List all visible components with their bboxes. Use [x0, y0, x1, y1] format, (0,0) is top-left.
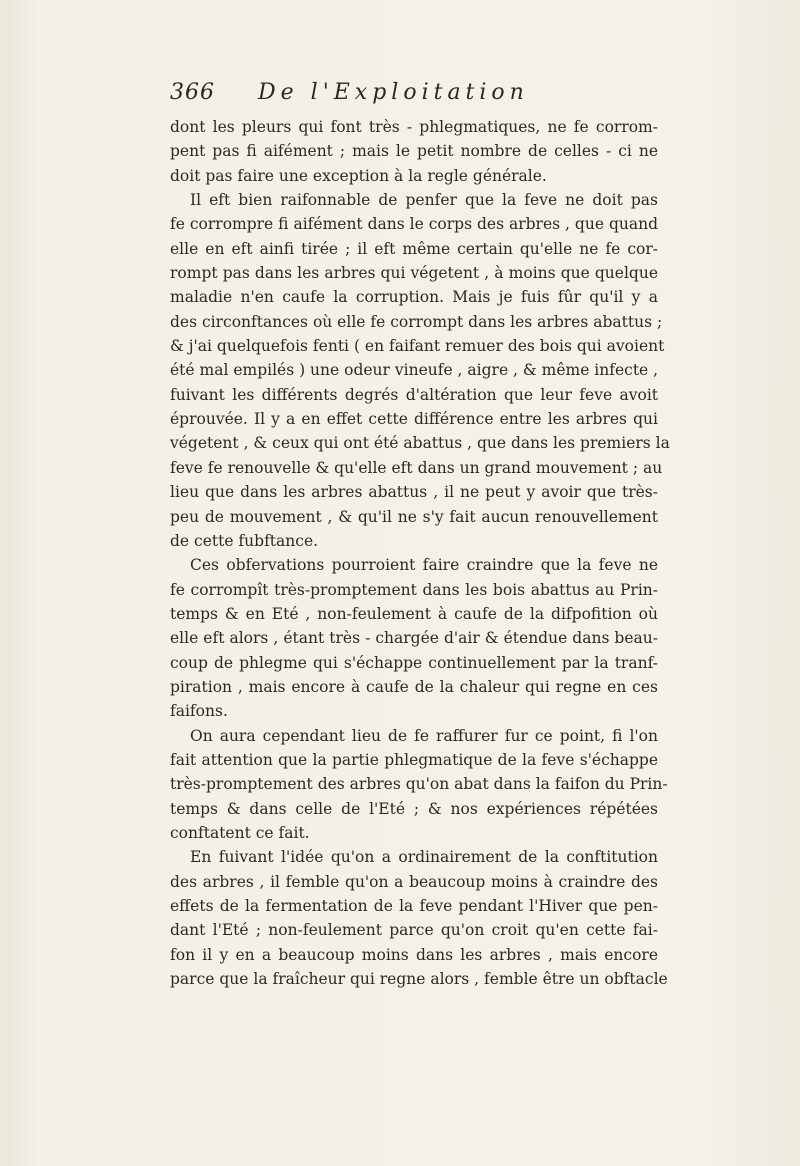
text-line: feve fe renouvelle & qu'elle eft dans un grand mouvement ; au — [170, 458, 663, 477]
text-line: végetent , & ceux qui ont été abattus , que dans les premiers la — [170, 434, 670, 453]
page-number: 366 — [170, 80, 215, 105]
page-header — [170, 80, 660, 114]
text-line: de cette fubftance. — [170, 531, 319, 550]
text-line: Il eft bien raifonnable de penfer que la feve ne doit pas — [190, 191, 658, 210]
text-line: temps & dans celle de l'Eté ; & nos expériences répétées — [170, 799, 658, 818]
text-line: coup de phlegme qui s'échappe continuellement par la tranf- — [170, 653, 658, 672]
text-line: elle en eft ainfi tirée ; il eft même certain qu'elle ne fe cor- — [170, 239, 658, 258]
text-line: fait attention que la partie phlegmatique de la feve s'échappe — [170, 750, 658, 769]
text-line: maladie n'en caufe la corruption. Mais je fuis fûr qu'il y a — [170, 288, 658, 307]
text-line: fuivant les différents degrés d'altération que leur feve avoit — [170, 385, 658, 404]
text-line: parce que la fraîcheur qui regne alors , femble être un obftacle — [170, 970, 668, 989]
text-line: dant l'Eté ; non-feulement parce qu'on croit qu'en cette fai- — [170, 921, 658, 940]
text-line: dont les pleurs qui font très - phlegmatiques, ne fe corrom- — [170, 118, 658, 136]
text-line: faifons. — [170, 702, 228, 721]
text-line: Ces obfervations pourroient faire craindre que la feve ne — [190, 556, 658, 575]
text-line: & j'ai quelquefois fenti ( en faifant remuer des bois qui avoient — [170, 337, 665, 356]
text-line: fe corrompît très-promptement dans les bois abattus au Prin- — [170, 580, 658, 599]
text-line: rompt pas dans les arbres qui végetent , à moins que quelque — [170, 264, 658, 283]
text-line: effets de la fermentation de la feve pendant l'Hiver que pen- — [170, 897, 658, 915]
text-line: des circonftances où elle fe corrompt dans les arbres abattus ; — [170, 312, 663, 331]
text-line: temps & en Eté , non-feulement à caufe de la difpofition où — [170, 604, 658, 623]
body-text — [170, 115, 670, 991]
text-line: peu de mouvement , & qu'il ne s'y fait aucun renouvellement — [170, 507, 658, 526]
text-line: doit pas faire une exception à la regle générale. — [170, 166, 547, 185]
text-line: piration , mais encore à caufe de la chaleur qui regne en ces — [170, 677, 658, 696]
text-line: été mal empilés ) une odeur vineufe , aigre , & même infecte , — [170, 361, 659, 380]
text-line: pent pas fi aifément ; mais le petit nombre de celles - ci ne — [170, 142, 658, 161]
text-line: fon il y en a beaucoup moins dans les arbres , mais encore — [170, 945, 658, 964]
text-line: elle eft alors , étant très - chargée d'air & étendue dans beau- — [170, 629, 658, 648]
text-line: très-promptement des arbres qu'on abat dans la faifon du Prin- — [170, 775, 668, 794]
running-title: De l'Exploitation — [258, 80, 529, 105]
text-line: éprouvée. Il y a en effet cette différence entre les arbres qui — [170, 410, 658, 429]
text-line: On aura cependant lieu de fe raffurer fur ce point, fi l'on — [190, 726, 658, 745]
text-line: des arbres , il femble qu'on a beaucoup moins à craindre des — [170, 872, 658, 891]
text-line: lieu que dans les arbres abattus , il ne peut y avoir que très- — [170, 483, 658, 502]
text-line: En fuivant l'idée qu'on a ordinairement de la conftitution — [190, 848, 658, 867]
text-line: conftatent ce fait. — [170, 823, 310, 842]
text-line: fe corrompre fi aifément dans le corps des arbres , que quand — [170, 215, 658, 234]
